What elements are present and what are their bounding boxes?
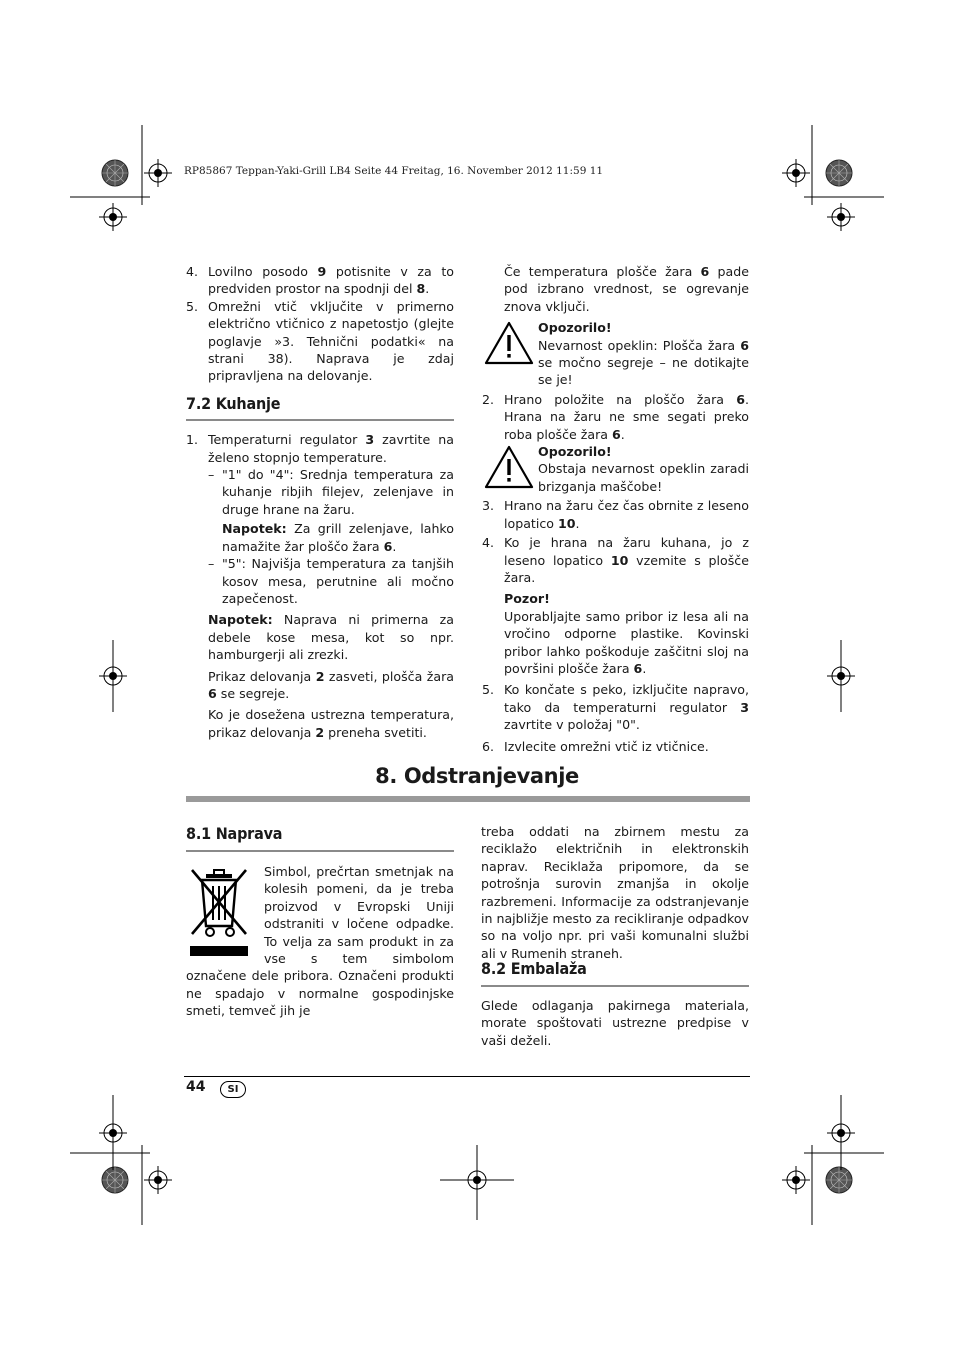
- section-8-1-continued: [481, 823, 749, 962]
- note-text: Napotek: Za grill zelenjave, lahko namažite žar ploščo žara 6.: [222, 521, 454, 554]
- list-text: Hrano na žaru čez čas obrnite z leseno lopatico 10.: [504, 498, 749, 531]
- list-number: 1.: [186, 432, 199, 448]
- left-column: [186, 263, 454, 741]
- list-text: Ko končate s peko, izključite napravo, tako da temperaturni regulator 3 zavrtite v položaj "0".: [504, 682, 749, 733]
- list-text: Omrežni vtič vključite v primerno električno vtičnico z napetostjo (glejte poglavje »3. Tehnični podatki« na strani 38). Naprava je zdaj pripravljena na delovanje.: [208, 298, 454, 384]
- dash-text: "5": Najvišja temperatura za tanjših kosov mesa, perutnine ali močno zapečenost.: [222, 556, 454, 606]
- section-heading-7-2: 7.2 Kuhanje: [186, 393, 281, 413]
- section-heading-8-2: 8.2 Embalaža: [481, 959, 587, 978]
- section-8-2-text: [481, 997, 749, 1049]
- warning-box: [482, 443, 749, 495]
- dash-mark: –: [208, 556, 215, 572]
- paragraph: Prikaz delovanja 2 zasveti, plošča žara 6 se segreje.: [208, 668, 454, 701]
- list-text: Izvlecite omrežni vtič iz vtičnice.: [504, 738, 709, 754]
- page-number: 44: [186, 1079, 206, 1095]
- print-file-header: RP85867 Teppan-Yaki-Grill LB4 Seite 44 Freitag, 16. November 2012 11:59 11: [184, 165, 604, 177]
- paragraph: Če temperatura plošče žara 6 pade pod izbrano vrednost, se ogrevanje znova vključi.: [504, 264, 749, 314]
- list-item: [186, 298, 454, 385]
- paragraph: Glede odlaganja pakirnega materiala, morate spoštovati ustrezne predpise v vaši deželi.: [481, 998, 749, 1048]
- warning-triangle-icon: [484, 321, 534, 365]
- dash-text: "1" do "4": Srednja temperatura za kuhanje ribjih filejev, zelenjave in druge hrane na žaru.: [222, 467, 454, 517]
- list-number: 5.: [482, 682, 495, 698]
- dash-item: [208, 466, 454, 555]
- caution-text: Pozor! Uporabljajte samo pribor iz lesa ali na vročino odporne plastike. Kovinski pribor lahko poškoduje zaščitni sloj na površini plošče žara 6.: [504, 591, 749, 676]
- section-rule: [481, 985, 749, 987]
- section-8-1-text: [186, 863, 454, 1020]
- warning-box: [482, 319, 749, 389]
- paragraph: treba oddati na zbirnem mestu za reciklažo električnih in elektronskih naprav. Reciklaža pripomore, da se potrošnja surovin zmanjša in okolje razbremeni. Informacije za odstranjevanje in najbližje mesto za recikliranje odpadkov so na voljo npr. pri vaši komunalni službi ali v Rumenih straneh.: [481, 824, 749, 961]
- chapter-title: 8. Odstranjevanje: [375, 764, 579, 788]
- section-rule: [186, 850, 454, 852]
- paragraph: Simbol, prečrtan smetnjak na kolesih pomeni, da je treba proizvod v Evropski Uniji odstraniti v ločene odpadke. To velja za sam produkt in za vse s tem simbolom označene dele pribora. Označeni produkti ne spadajo v normalne gospodinjske smeti, temveč jih je: [186, 864, 454, 1019]
- list-item: [186, 263, 454, 298]
- note-text: Napotek: Naprava ni primerna za debele kose mesa, kot so npr. hamburgerji ali zrezki.: [208, 612, 454, 663]
- list-text: Hrano položite na ploščo žara 6. Hrana na žaru ne sme segati preko roba plošče žara 6.: [504, 391, 749, 442]
- list-number: 5.: [186, 298, 199, 314]
- list-number: 2.: [482, 391, 495, 407]
- list-item: [186, 431, 454, 741]
- list-number: 3.: [482, 498, 495, 514]
- list-number: 4.: [186, 264, 199, 279]
- footer-rule: [184, 1076, 750, 1077]
- list-item: [482, 391, 749, 443]
- list-item: [482, 681, 749, 733]
- dash-mark: –: [208, 467, 215, 483]
- chapter-title-bar: [186, 796, 750, 802]
- section-rule: [186, 419, 454, 421]
- warning-text: Opozorilo! Obstaja nevarnost opeklin zaradi brizganja maščobe!: [538, 444, 749, 494]
- list-number: 6.: [482, 738, 495, 754]
- dash-item: [208, 555, 454, 607]
- list-text: Lovilno posodo 9 potisnite v za to predviden prostor na spodnji del 8.: [208, 264, 454, 297]
- language-badge: SI: [220, 1081, 246, 1098]
- crossed-bin-icon: [186, 866, 252, 958]
- warning-text: Opozorilo! Nevarnost opeklin: Plošča žara 6 se močno segreje – ne dotikajte se je!: [538, 320, 749, 388]
- right-column: [482, 263, 749, 755]
- list-item: [482, 497, 749, 532]
- list-item: [482, 534, 749, 677]
- list-number: 4.: [482, 535, 495, 551]
- list-item: [482, 738, 749, 755]
- list-text: Ko je hrana na žaru kuhana, jo z leseno lopatico 10 vzemite s plošče žara.: [504, 535, 749, 585]
- paragraph: Ko je dosežena ustrezna temperatura, prikaz delovanja 2 preneha svetiti.: [208, 707, 454, 740]
- weee-symbol: [186, 866, 256, 960]
- list-text: Temperaturni regulator 3 zavrtite na želeno stopnjo temperature.: [208, 432, 454, 465]
- section-heading-8-1: 8.1 Naprava: [186, 824, 283, 843]
- warning-triangle-icon: [484, 445, 534, 489]
